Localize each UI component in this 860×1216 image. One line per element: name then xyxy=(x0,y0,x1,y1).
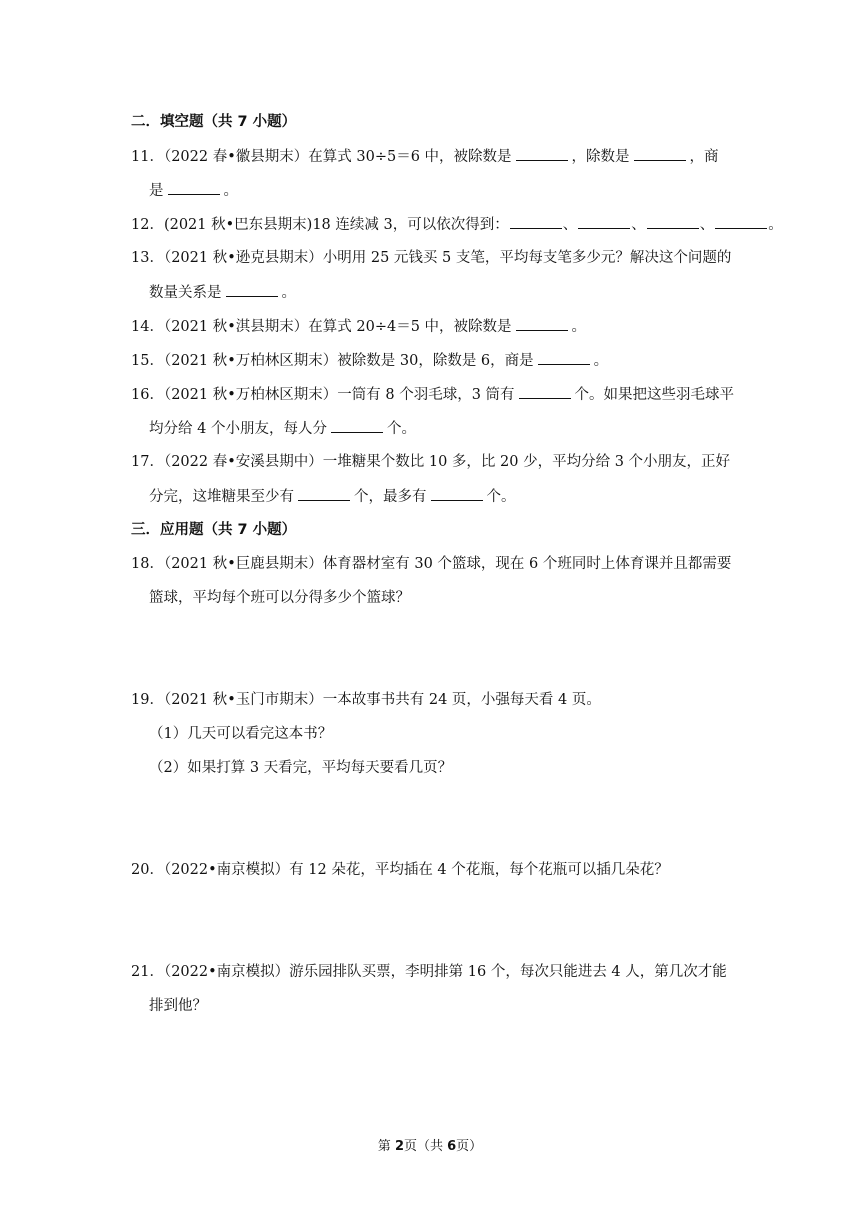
answer-blank[interactable] xyxy=(168,180,220,195)
question-17-line-2 xyxy=(149,486,732,507)
q15-text-b: 。 xyxy=(593,353,609,369)
question-18-line-1: 18．（2021 秋•巨鹿县期末）体育器材室有 30 个篮球，现在 6 个班同时上体育课并且都需要 xyxy=(131,556,732,572)
question-19-sub-1: （1）几天可以看完这本书？ xyxy=(149,726,333,742)
footer-page-number: 2 xyxy=(394,1139,404,1154)
question-18-line-2: 篮球，平均每个班可以分得多少个篮球？ xyxy=(149,590,410,606)
question-15 xyxy=(131,350,732,371)
q17-text-c: 个。 xyxy=(486,489,516,505)
question-13-line-2 xyxy=(149,282,732,303)
page-footer xyxy=(0,1138,860,1156)
footer-post: 页） xyxy=(456,1139,483,1154)
question-11-line-1 xyxy=(131,146,732,167)
question-21-line-1: 21．（2022•南京模拟）游乐园排队买票，李明排第 16 个，每次只能进去 4 人，第几次才能 xyxy=(131,964,727,980)
q17-text-a: 分完，这堆糖果至少有 xyxy=(149,489,294,505)
q11-text-c: ，商 xyxy=(689,149,719,165)
answer-blank[interactable] xyxy=(510,214,562,229)
answer-blank[interactable] xyxy=(647,214,699,229)
question-11-line-2 xyxy=(149,180,732,201)
q14-text-a: 14．（2021 秋•淇县期末）在算式 20÷4＝5 中，被除数是 xyxy=(131,319,512,335)
question-19-sub-2: （2）如果打算 3 天看完，平均每天要看几页？ xyxy=(149,760,453,776)
q17-text-b: 个，最多有 xyxy=(354,489,427,505)
q11-text-e: 。 xyxy=(223,183,238,199)
question-16-line-2 xyxy=(149,418,732,439)
q14-text-b: 。 xyxy=(571,319,587,335)
q16-text-d: 个。 xyxy=(386,421,416,437)
answer-blank[interactable] xyxy=(298,486,350,501)
q13-text-b: 。 xyxy=(281,285,296,301)
section-heading-application: 三．应用题（共 7 小题） xyxy=(131,522,297,538)
q16-text-c: 均分给 4 个小朋友，每人分 xyxy=(149,421,327,437)
q11-text-b: ，除数是 xyxy=(571,149,630,165)
question-12 xyxy=(131,214,783,235)
question-19-line-1: 19．（2021 秋•玉门市期末）一本故事书共有 24 页，小强每天看 4 页。 xyxy=(131,692,601,708)
answer-blank[interactable] xyxy=(331,418,383,433)
answer-blank[interactable] xyxy=(578,214,630,229)
question-16-line-1 xyxy=(131,384,735,405)
answer-blank[interactable] xyxy=(715,214,767,229)
footer-mid: 页（共 xyxy=(403,1139,448,1154)
q11-text-d: 是 xyxy=(149,183,164,199)
q16-text-b: 个。如果把这些羽毛球平 xyxy=(574,387,735,403)
footer-pre: 第 xyxy=(377,1139,395,1154)
q11-text-a: 11．（2022 春•徽县期末）在算式 30÷5＝6 中，被除数是 xyxy=(131,149,512,165)
answer-blank[interactable] xyxy=(538,350,590,365)
section-heading-fill-in: 二．填空题（共 7 小题） xyxy=(131,114,297,130)
question-21-line-2: 排到他？ xyxy=(149,998,207,1014)
question-17-line-1: 17．（2022 春•安溪县期中）一堆糖果个数比 10 多，比 20 少，平均分给 3 个小朋友，正好 xyxy=(131,454,731,470)
answer-blank[interactable] xyxy=(516,316,568,331)
q13-text-a: 数量关系是 xyxy=(149,285,222,301)
q12-sep: 、 xyxy=(562,217,578,233)
question-14 xyxy=(131,316,732,337)
answer-blank[interactable] xyxy=(431,486,483,501)
q16-text-a: 16．（2021 秋•万柏林区期末）一筒有 8 个羽毛球，3 筒有 xyxy=(131,387,515,403)
q12-end: 。 xyxy=(768,217,783,233)
q15-text-a: 15．（2021 秋•万柏林区期末）被除数是 30，除数是 6，商是 xyxy=(131,353,534,369)
q12-sep: 、 xyxy=(699,217,715,233)
answer-blank[interactable] xyxy=(519,384,571,399)
answer-blank[interactable] xyxy=(226,282,278,297)
question-13-line-1: 13．（2021 秋•逊克县期末）小明用 25 元钱买 5 支笔，平均每支笔多少元？解决这个问题的 xyxy=(131,250,732,266)
answer-blank[interactable] xyxy=(634,146,686,161)
q12-sep: 、 xyxy=(631,217,646,233)
question-20: 20．（2022•南京模拟）有 12 朵花，平均插在 4 个花瓶，每个花瓶可以插几朵花？ xyxy=(131,862,669,878)
q12-text: 12．(2021 秋•巴东县期末)18 连续减 3，可以依次得到： xyxy=(131,217,509,233)
footer-total-pages: 6 xyxy=(447,1139,457,1154)
answer-blank[interactable] xyxy=(516,146,568,161)
